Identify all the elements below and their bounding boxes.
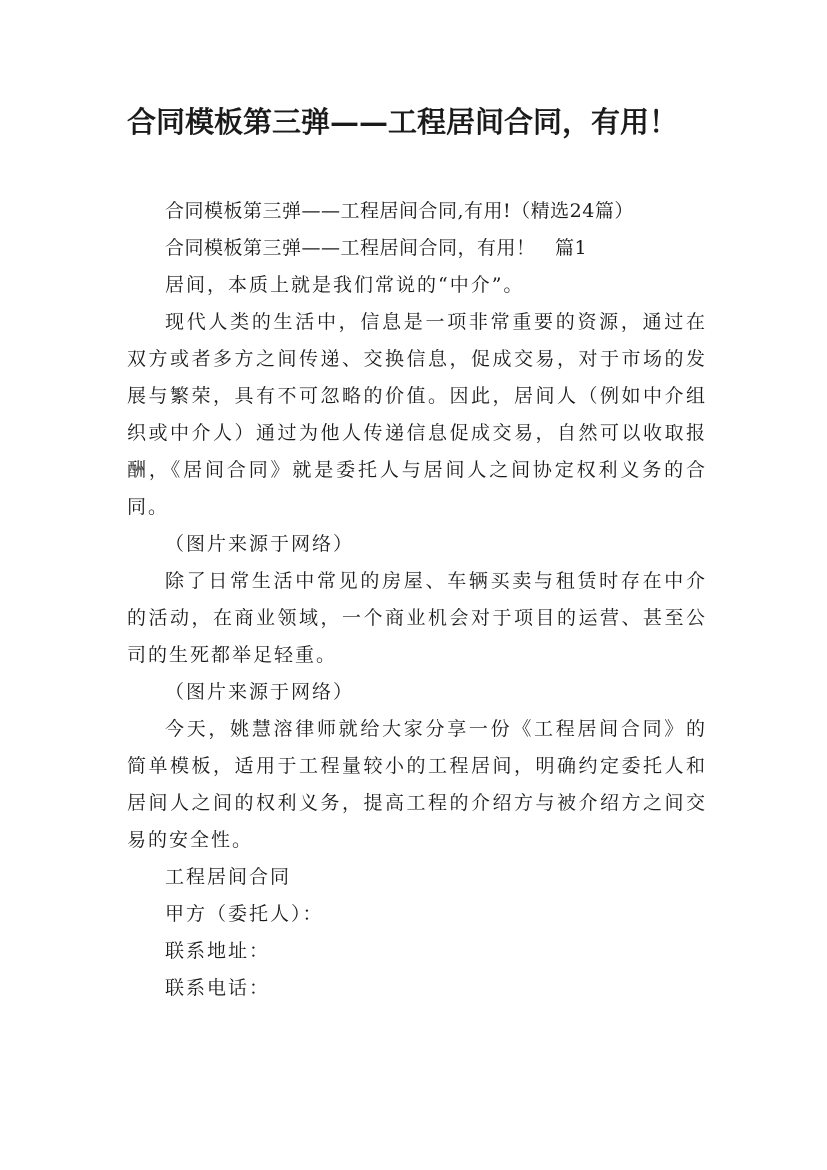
paragraph: 居间，本质上就是我们常说的“中介”。	[165, 274, 525, 296]
paragraph-subtitle: 合同模板第三弹——工程居间合同,有用!（精选24篇）	[165, 200, 634, 222]
document-title: 合同模板第三弹——工程居间合同，有用！	[127, 105, 679, 139]
party-a-field: 甲方（委托人）：	[165, 903, 324, 925]
document-body	[127, 193, 707, 1007]
paragraph-section-heading: 合同模板第三弹——工程居间合同，有用！ 篇1	[165, 237, 588, 259]
contact-phone-field: 联系电话：	[165, 977, 271, 999]
image-caption: （图片来源于网络）	[165, 681, 355, 703]
paragraph: 现代人类的生活中，信息是一项非常重要的资源，通过在双方或者多方之间传递、交换信息，促成交易，对于市场的发展与繁荣，具有不可忽略的价值。因此，居间人（例如中介组织或中介人）通过为他人传递信息促成交易，自然可以收取报酬，《居间合同》就是委托人与居间人之间协定权利义务的合同。	[127, 311, 707, 518]
image-caption: （图片来源于网络）	[165, 533, 355, 555]
contact-address-field: 联系地址：	[165, 940, 271, 962]
contract-title: 工程居间合同	[165, 866, 292, 888]
paragraph: 除了日常生活中常见的房屋、车辆买卖与租赁时存在中介的活动，在商业领域，一个商业机会对于项目的运营、甚至公司的生死都举足轻重。	[127, 570, 707, 666]
paragraph: 今天，姚慧溶律师就给大家分享一份《工程居间合同》的简单模板，适用于工程量较小的工程居间，明确约定委托人和居间人之间的权利义务，提高工程的介绍方与被介绍方之间交易的安全性。	[127, 718, 707, 851]
